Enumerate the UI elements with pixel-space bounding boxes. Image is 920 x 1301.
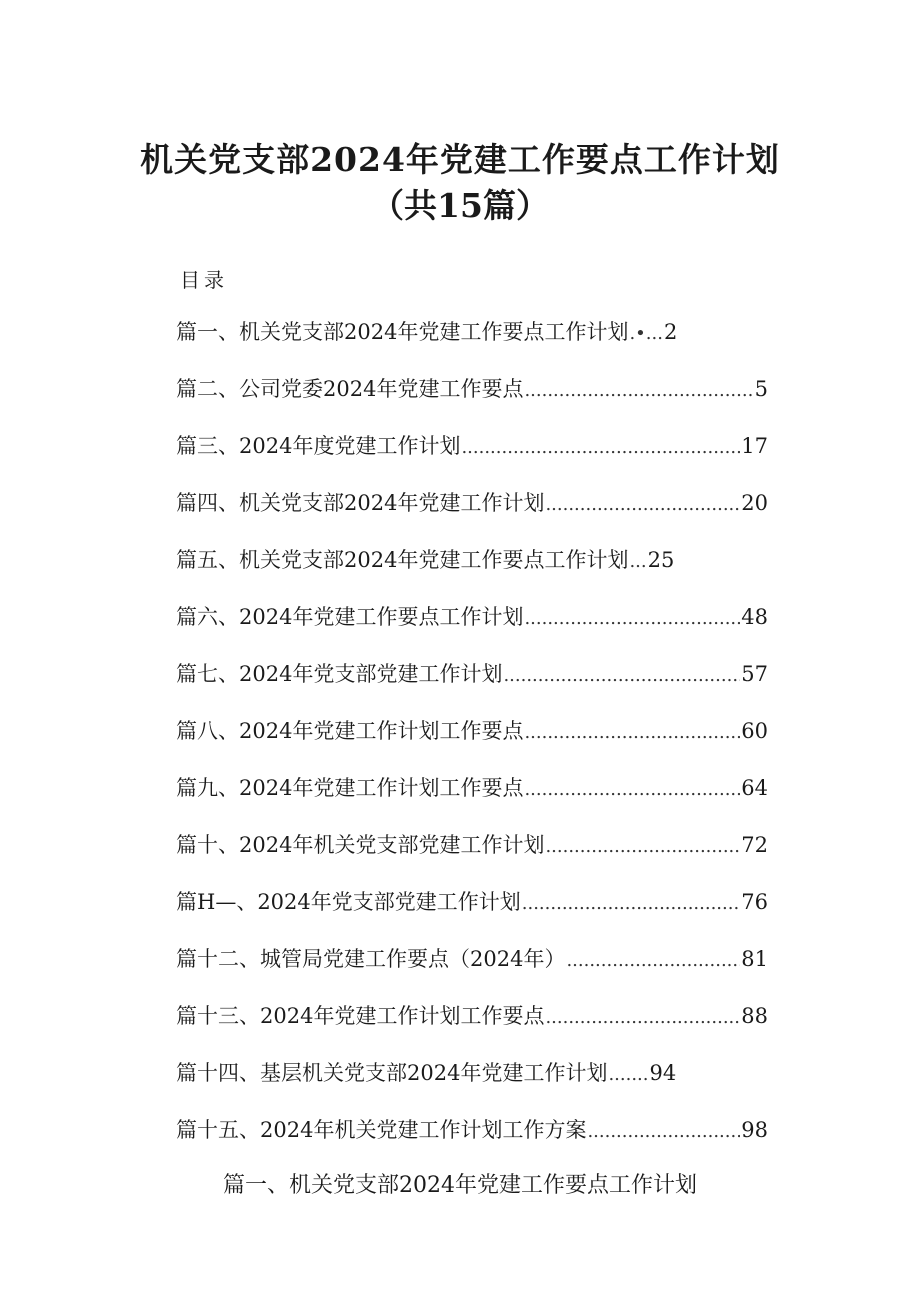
toc-entry-page-number: 17	[741, 434, 768, 458]
toc-entry-page-number: 2	[663, 320, 678, 344]
toc-entry-leader: .......	[608, 1064, 649, 1085]
toc-entry[interactable]	[176, 488, 768, 545]
toc-entry-title: 篇三、2024年度党建工作计划	[176, 434, 461, 458]
toc-entry-title: 篇六、2024年党建工作要点工作计划	[176, 605, 524, 629]
toc-entry-leader	[524, 775, 740, 805]
toc-entry-page-number: 20	[741, 491, 768, 515]
toc-entry[interactable]	[176, 602, 768, 659]
toc-entry-page-number: 5	[754, 377, 768, 401]
toc-entry-title: 篇五、机关党支部2024年党建工作要点工作计划	[176, 548, 629, 572]
toc-entry[interactable]	[176, 944, 768, 1001]
toc-entry-leader	[524, 604, 740, 634]
toc-entry-leader	[524, 718, 740, 748]
toc-entry-title: 篇八、2024年党建工作计划工作要点	[176, 719, 524, 743]
toc-entry-page-number: 81	[741, 947, 768, 971]
toc-entry-title: 篇H—、2024年党支部党建工作计划	[176, 890, 521, 914]
toc-entry-leader	[461, 433, 740, 463]
toc-entry-leader	[545, 1003, 740, 1033]
toc-entry-title: 篇四、机关党支部2024年党建工作计划	[176, 491, 545, 515]
toc-entry-title: 篇一、机关党支部2024年党建工作要点工作计划	[176, 320, 629, 344]
toc-entry-page-number: 88	[741, 1004, 768, 1028]
toc-entry-title: 篇十二、城管局党建工作要点（2024年）	[176, 947, 566, 971]
toc-entry-title: 篇二、公司党委2024年党建工作要点	[176, 377, 524, 401]
toc-entry[interactable]	[176, 545, 768, 602]
toc-entry[interactable]	[176, 659, 768, 716]
toc-entry-leader	[522, 889, 741, 919]
toc-entry-page-number: 25	[647, 548, 675, 572]
toc-entry-leader	[545, 832, 740, 862]
toc-entry-title: 篇十四、基层机关党支部2024年党建工作计划	[176, 1061, 608, 1085]
toc-entry-page-number: 76	[741, 890, 768, 914]
toc-entry-title: 篇九、2024年党建工作计划工作要点	[176, 776, 524, 800]
toc-entry-leader: .•...	[629, 323, 663, 344]
toc-entry[interactable]	[176, 1058, 768, 1115]
table-of-contents	[176, 317, 768, 1172]
toc-entry[interactable]	[176, 716, 768, 773]
toc-entry-page-number: 72	[741, 833, 768, 857]
toc-entry[interactable]	[176, 317, 768, 374]
toc-entry-title: 篇十五、2024年机关党建工作计划工作方案	[176, 1118, 587, 1142]
toc-entry[interactable]	[176, 1115, 768, 1172]
toc-entry-page-number: 94	[649, 1061, 677, 1085]
toc-entry-page-number: 98	[741, 1118, 768, 1142]
document-subtitle: （共15篇）	[371, 186, 549, 225]
toc-entry-leader	[566, 946, 740, 976]
toc-entry-leader	[587, 1117, 740, 1147]
toc-entry-leader: ...	[629, 551, 647, 572]
document-title: 机关党支部2024年党建工作要点工作计划	[140, 140, 780, 179]
toc-entry[interactable]	[176, 431, 768, 488]
toc-entry-title: 篇十、2024年机关党支部党建工作计划	[176, 833, 545, 857]
toc-entry-title: 篇七、2024年党支部党建工作计划	[176, 662, 503, 686]
toc-entry[interactable]	[176, 1001, 768, 1058]
toc-entry-page-number: 48	[741, 605, 768, 629]
toc-entry-leader	[503, 661, 740, 691]
toc-entry[interactable]	[176, 773, 768, 830]
toc-entry[interactable]	[176, 830, 768, 887]
toc-entry-page-number: 57	[741, 662, 768, 686]
toc-entry-title: 篇十三、2024年党建工作计划工作要点	[176, 1004, 545, 1028]
section-heading: 篇一、机关党支部2024年党建工作要点工作计划	[223, 1173, 697, 1198]
toc-heading: 目录	[180, 268, 228, 292]
toc-entry-leader	[545, 490, 740, 520]
toc-entry-leader	[524, 376, 753, 406]
toc-entry-page-number: 60	[741, 719, 768, 743]
toc-entry[interactable]	[176, 887, 768, 944]
toc-entry[interactable]	[176, 374, 768, 431]
toc-entry-page-number: 64	[741, 776, 768, 800]
